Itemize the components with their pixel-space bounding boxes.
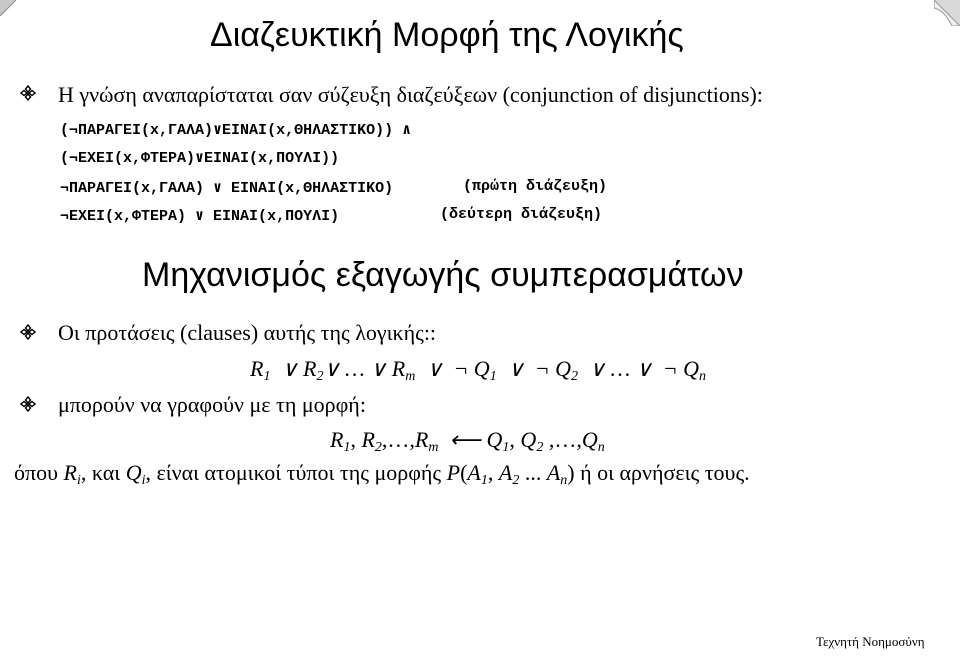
four-diamond-bullet-icon <box>20 396 36 412</box>
slide-title: Διαζευκτική Μορφή της Λογικής <box>210 16 684 54</box>
code-line-2: (¬ΕΧΕΙ(x,ΦΤΕΡΑ)∨ΕΙΝΑΙ(x,ΠΟΥΛΙ)) <box>60 150 340 167</box>
code-line-4-note: (δεύτερη διάζευξη) <box>440 206 603 223</box>
bullet-text-knowledge: Η γνώση αναπαρίσταται σαν σύζευξη διαζεύξεων (conjunction of disjunctions): <box>58 82 763 107</box>
bullet-text-clauses: Οι προτάσεις (clauses) αυτής της λογικής:: <box>58 320 437 345</box>
folded-corner-icon <box>934 0 960 26</box>
four-diamond-bullet-icon <box>20 324 36 340</box>
footer-text: Τεχνητή Νοημοσύνη <box>816 634 925 649</box>
code-line-3-note: (πρώτη διάζευξη) <box>463 178 608 195</box>
top-left-corner-icon <box>0 0 20 20</box>
section-title: Μηχανισμός εξαγωγής συμπερασμάτων <box>142 256 744 294</box>
explanation-line: όπου $R_i$, και $Q_i$, είναι ατομικοί τύποι της μορφής $P(A_1$, $A_2$ ... $A_n$) ή οι αρνήσεις τους. <box>14 460 750 488</box>
code-line-1: (¬ΠΑΡΑΓΕΙ(x,ΓΑΛΑ)∨ΕΙΝΑΙ(x,ΘΗΛΑΣΤΙΚΟ)) ∧ <box>60 122 412 139</box>
four-diamond-bullet-icon <box>20 85 36 101</box>
clause-formula: $R_1$ ∨ $R_2\vee$ … ∨ $R_m$ ∨ ¬ $Q_1$ ∨ ¬ $Q_2$ ∨ … ∨ ¬ $Q_n$ <box>250 356 707 384</box>
bullet-text-form: μπορούν να γραφούν με τη μορφή: <box>58 392 366 417</box>
implication-formula: $R_1$, $R_2,\dots,R_m$ ⟵ $Q_1$, $Q_2$ $,\dots,Q_n$ <box>330 427 605 455</box>
explanation-prefix: όπου <box>14 460 58 485</box>
code-line-4-clause: ¬ΕΧΕΙ(x,ΦΤΕΡΑ) ∨ ΕΙΝΑΙ(x,ΠΟΥΛΙ) <box>60 208 340 225</box>
code-line-3-clause: ¬ΠΑΡΑΓΕΙ(x,ΓΑΛΑ) ∨ ΕΙΝΑΙ(x,ΘΗΛΑΣΤΙΚΟ) <box>60 180 394 197</box>
